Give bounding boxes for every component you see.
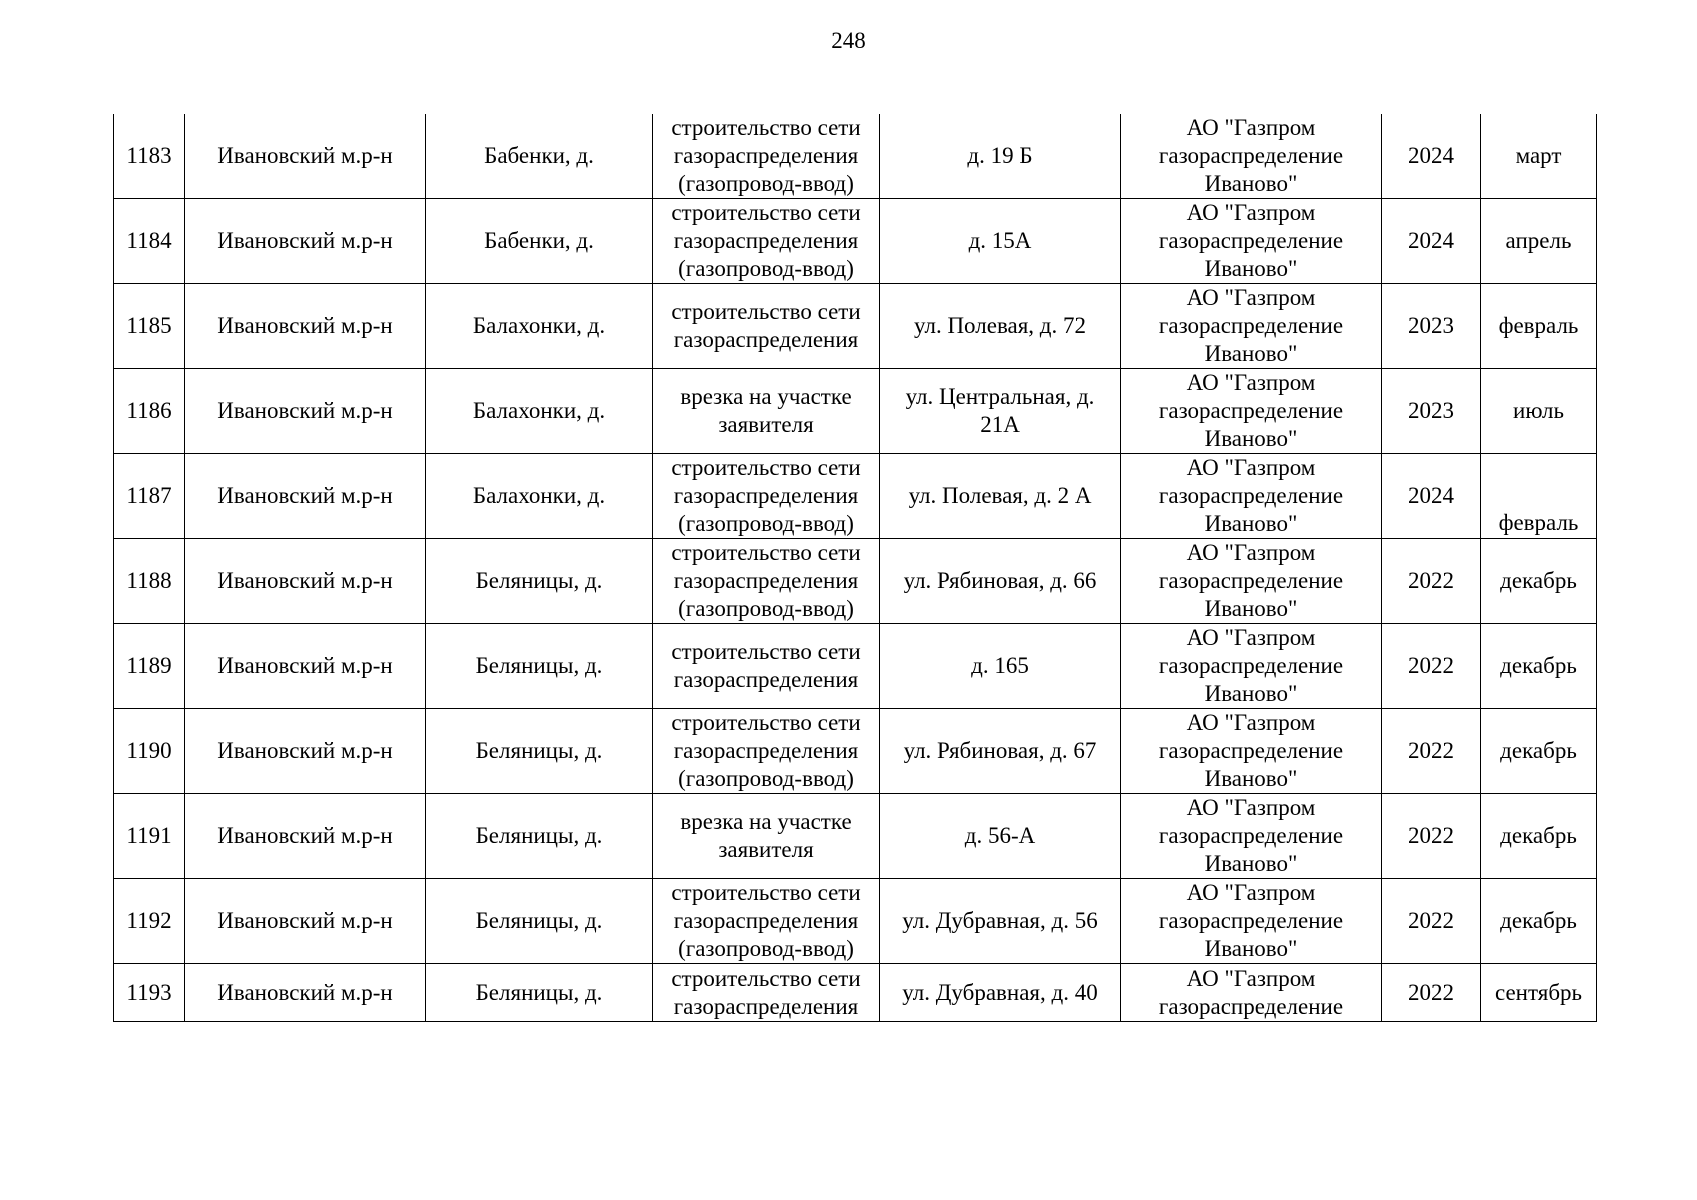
district-cell: Ивановский м.р-н (185, 114, 426, 199)
address-cell: ул. Дубравная, д. 56 (880, 879, 1121, 964)
table-row (114, 624, 1597, 709)
address-cell: д. 15А (880, 199, 1121, 284)
row-number: 1183 (114, 114, 185, 199)
page-number: 248 (831, 28, 866, 53)
work-type-cell: строительство сети газораспределения (газопровод-ввод) (653, 539, 880, 624)
table-row (114, 369, 1597, 454)
table-row (114, 114, 1597, 199)
year-cell: 2022 (1382, 879, 1481, 964)
organization-cell: АО "Газпром газораспределение Иваново" (1121, 199, 1382, 284)
work-type-cell: строительство сети газораспределения (газопровод-ввод) (653, 879, 880, 964)
month-cell: июль (1481, 369, 1597, 454)
work-type-cell: строительство сети газораспределения (газопровод-ввод) (653, 709, 880, 794)
year-cell: 2024 (1382, 199, 1481, 284)
table-row (114, 199, 1597, 284)
address-cell: ул. Рябиновая, д. 67 (880, 709, 1121, 794)
table-row (114, 709, 1597, 794)
organization-cell: АО "Газпром газораспределение Иваново" (1121, 879, 1382, 964)
work-type-cell: строительство сети газораспределения (653, 964, 880, 1022)
row-number: 1185 (114, 284, 185, 369)
year-cell: 2022 (1382, 964, 1481, 1022)
district-cell: Ивановский м.р-н (185, 539, 426, 624)
month-cell: сентябрь (1481, 964, 1597, 1022)
locality-cell: Бабенки, д. (426, 114, 653, 199)
row-number: 1188 (114, 539, 185, 624)
address-cell: д. 19 Б (880, 114, 1121, 199)
row-number: 1184 (114, 199, 185, 284)
locality-cell: Беляницы, д. (426, 539, 653, 624)
month-cell: февраль (1481, 284, 1597, 369)
locality-cell: Беляницы, д. (426, 879, 653, 964)
address-cell: ул. Рябиновая, д. 66 (880, 539, 1121, 624)
table-container (113, 114, 1597, 1022)
work-type-cell: врезка на участке заявителя (653, 369, 880, 454)
district-cell: Ивановский м.р-н (185, 199, 426, 284)
table-row (114, 879, 1597, 964)
row-number: 1187 (114, 454, 185, 539)
district-cell: Ивановский м.р-н (185, 284, 426, 369)
table-row (114, 964, 1597, 1022)
month-cell: декабрь (1481, 624, 1597, 709)
year-cell: 2022 (1382, 539, 1481, 624)
table-row (114, 794, 1597, 879)
locality-cell: Бабенки, д. (426, 199, 653, 284)
district-cell: Ивановский м.р-н (185, 964, 426, 1022)
district-cell: Ивановский м.р-н (185, 624, 426, 709)
address-cell: ул. Центральная, д. 21А (880, 369, 1121, 454)
locality-cell: Беляницы, д. (426, 709, 653, 794)
work-type-cell: строительство сети газораспределения (газопровод-ввод) (653, 454, 880, 539)
locality-cell: Балахонки, д. (426, 284, 653, 369)
locality-cell: Балахонки, д. (426, 369, 653, 454)
data-table (113, 114, 1597, 1022)
work-type-cell: строительство сети газораспределения (газопровод-ввод) (653, 114, 880, 199)
year-cell: 2023 (1382, 369, 1481, 454)
address-cell: д. 56-А (880, 794, 1121, 879)
work-type-cell: строительство сети газораспределения (газопровод-ввод) (653, 199, 880, 284)
month-cell: декабрь (1481, 539, 1597, 624)
organization-cell: АО "Газпром газораспределение Иваново" (1121, 284, 1382, 369)
address-cell: д. 165 (880, 624, 1121, 709)
row-number: 1191 (114, 794, 185, 879)
year-cell: 2024 (1382, 114, 1481, 199)
locality-cell: Беляницы, д. (426, 624, 653, 709)
address-cell: ул. Дубравная, д. 40 (880, 964, 1121, 1022)
organization-cell: АО "Газпром газораспределение Иваново" (1121, 794, 1382, 879)
table-row (114, 454, 1597, 539)
district-cell: Ивановский м.р-н (185, 794, 426, 879)
address-cell: ул. Полевая, д. 2 А (880, 454, 1121, 539)
organization-cell: АО "Газпром газораспределение Иваново" (1121, 369, 1382, 454)
work-type-cell: строительство сети газораспределения (653, 624, 880, 709)
year-cell: 2024 (1382, 454, 1481, 539)
month-cell: декабрь (1481, 879, 1597, 964)
row-number: 1190 (114, 709, 185, 794)
locality-cell: Балахонки, д. (426, 454, 653, 539)
address-cell: ул. Полевая, д. 72 (880, 284, 1121, 369)
month-cell: март (1481, 114, 1597, 199)
district-cell: Ивановский м.р-н (185, 454, 426, 539)
organization-cell: АО "Газпром газораспределение Иваново" (1121, 709, 1382, 794)
locality-cell: Беляницы, д. (426, 964, 653, 1022)
month-cell: декабрь (1481, 709, 1597, 794)
row-number: 1193 (114, 964, 185, 1022)
row-number: 1192 (114, 879, 185, 964)
district-cell: Ивановский м.р-н (185, 709, 426, 794)
month-cell: декабрь (1481, 794, 1597, 879)
organization-cell: АО "Газпром газораспределение Иваново" (1121, 624, 1382, 709)
district-cell: Ивановский м.р-н (185, 369, 426, 454)
row-number: 1186 (114, 369, 185, 454)
row-number: 1189 (114, 624, 185, 709)
organization-cell: АО "Газпром газораспределение (1121, 964, 1382, 1022)
year-cell: 2023 (1382, 284, 1481, 369)
organization-cell: АО "Газпром газораспределение Иваново" (1121, 114, 1382, 199)
table-row (114, 539, 1597, 624)
locality-cell: Беляницы, д. (426, 794, 653, 879)
work-type-cell: строительство сети газораспределения (653, 284, 880, 369)
organization-cell: АО "Газпром газораспределение Иваново" (1121, 539, 1382, 624)
organization-cell: АО "Газпром газораспределение Иваново" (1121, 454, 1382, 539)
district-cell: Ивановский м.р-н (185, 879, 426, 964)
year-cell: 2022 (1382, 624, 1481, 709)
month-cell: февраль (1481, 454, 1597, 539)
work-type-cell: врезка на участке заявителя (653, 794, 880, 879)
month-cell: апрель (1481, 199, 1597, 284)
table-row (114, 284, 1597, 369)
year-cell: 2022 (1382, 794, 1481, 879)
year-cell: 2022 (1382, 709, 1481, 794)
